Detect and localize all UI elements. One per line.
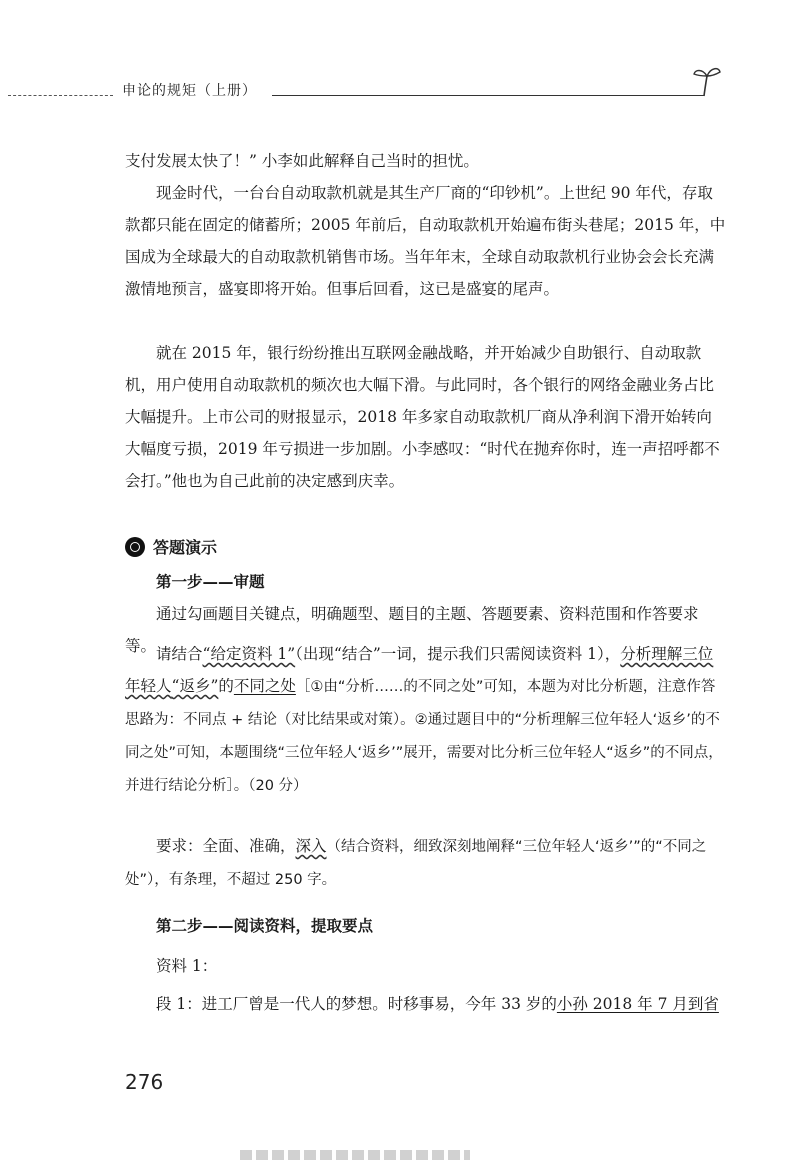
page-number: 276 (125, 1070, 164, 1094)
header-dash-line (8, 95, 113, 96)
q-note: （出现“结合”一词，提示我们只需阅读资料 1）， (295, 645, 621, 663)
step1-title: 第一步——审题 (156, 573, 265, 591)
paragraph-1: 支付发展太快了！” 小李如此解释自己当时的担忧。 (125, 152, 479, 170)
material-label: 资料 1： (156, 957, 218, 975)
q-text-a: 请结合 (156, 645, 203, 663)
sprout-icon (692, 64, 722, 98)
header-title: 申论的规矩（上册） (122, 83, 257, 99)
step2-title: 第二步——阅读资料，提取要点 (156, 917, 374, 935)
running-header (0, 78, 800, 108)
step1-intro: 通过勾画题目关键点，明确题型、题目的主题、答题要素、资料范围和作答要求等。 (125, 605, 699, 655)
section-title: 答题演示 (153, 538, 218, 557)
req-highlight-deep: 深入 (295, 837, 327, 855)
q-highlight-analyze: 分析理解三位年轻人 (125, 645, 714, 695)
section-heading (125, 535, 217, 558)
header-rule (272, 95, 704, 96)
req-text-a: 要求：全面、准确， (156, 837, 296, 855)
q-highlight-difference: 不同之处 (233, 677, 296, 695)
mat-highlight: 小孙 2018 年 7 月到省 (556, 995, 719, 1013)
q-highlight-material: “给定资料 1” (202, 645, 296, 663)
paragraph-2: 现金时代，一台台自动取款机就是其生产厂商的“印钞机”。上世纪 90 年代，存取款都只能在固定的储蓄所；2005 年前后，自动取款机开始遍布街头巷尾；2015 年，中国成为全球最大的自动取款机销售市场。当年年末，全球自动取款机行业协会会长充满激情地预言，盛宴即将开始。但事后回看，这已是盛宴的尾声。 (125, 184, 726, 298)
step1-requirements (125, 830, 727, 896)
mat-text-a: 段 1：进工厂曾是一代人的梦想。时移事易，今年 33 岁的 (156, 995, 557, 1013)
q-analysis: ［①由“分析……的不同之处”可知，本题为对比分析题，注意作答思路为：不同点 + 结论（对比结果或对策）。②通过题目中的“分析理解三位年轻人‘返乡’的不同之处”可知，本题围绕“三位年轻人‘返乡’”展开，需要对比分析三位年轻人“返乡”的不同点，并进行结论分析］。（20 分） (125, 679, 723, 794)
step1-question (125, 638, 727, 802)
q-highlight-return: “返乡” (171, 677, 219, 695)
req-text-c: （结合资料，细致深刻地阐释“三位年轻人‘返乡’”的“不同之处”），有条理，不超过 250 字。 (125, 839, 707, 888)
circle-badge-icon (125, 537, 145, 557)
paragraph-3: 就在 2015 年，银行纷纷推出互联网金融战略，并开始减少自助银行、自动取款机，用户使用自动取款机的频次也大幅下滑。与此同时，各个银行的网络金融业务占比大幅提升。上市公司的财报显示，2018 年多家自动取款机厂商从净利润下滑开始转向大幅度亏损，2019 年亏损进一步加剧。小李感叹：“时代在抛弃你时，连一声招呼都不会打。”他也为自己此前的决定感到庆幸。 (125, 344, 720, 490)
q-text-f: 的 (218, 677, 234, 695)
footer-smudge (240, 1150, 470, 1160)
material-paragraph-1 (125, 988, 727, 1020)
